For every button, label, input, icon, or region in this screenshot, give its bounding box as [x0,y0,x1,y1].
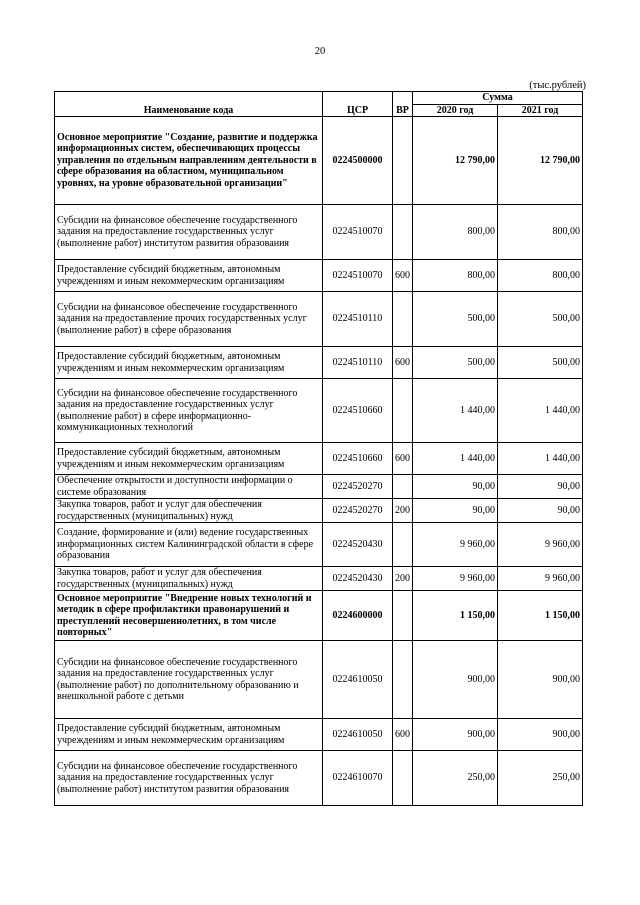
cell-csr: 0224510660 [323,379,393,443]
cell-2021: 1 440,00 [498,443,583,475]
cell-csr: 0224510110 [323,347,393,379]
cell-name: Основное мероприятие "Создание, развитие и поддержка информационных систем, обеспечивающих процессы управления по отдельным направлениям деятельности в сфере образования на областном, муниципальном уровнях, на уровне образовательной организации" [55,117,323,205]
cell-2021: 250,00 [498,751,583,806]
table-row [55,641,583,719]
cell-name: Субсидии на финансовое обеспечение государственного задания на предоставление государственных услуг (выполнение работ) по дополнительному образованию и внешкольной работе с детьми [55,641,323,719]
cell-name: Предоставление субсидий бюджетным, автономным учреждениям и иным некоммерческим организациям [55,260,323,292]
table-row [55,591,583,641]
cell-csr: 0224520270 [323,475,393,499]
cell-2020: 250,00 [413,751,498,806]
cell-vr [393,117,413,205]
units-label: (тыс.рублей) [529,80,586,91]
cell-2021: 12 790,00 [498,117,583,205]
cell-2020: 12 790,00 [413,117,498,205]
cell-vr [393,641,413,719]
table-row [55,499,583,523]
table-row [55,719,583,751]
cell-name: Субсидии на финансовое обеспечение государственного задания на предоставление государственных услуг (выполнение работ) институтом развития образования [55,205,323,260]
budget-table [54,91,583,806]
cell-2021: 9 960,00 [498,523,583,567]
cell-csr: 0224500000 [323,117,393,205]
cell-vr: 600 [393,719,413,751]
cell-csr: 0224610050 [323,641,393,719]
cell-2020: 1 150,00 [413,591,498,641]
cell-vr: 200 [393,567,413,591]
cell-csr: 0224520270 [323,499,393,523]
cell-vr [393,205,413,260]
cell-2020: 1 440,00 [413,443,498,475]
cell-2021: 9 960,00 [498,567,583,591]
table-row [55,117,583,205]
cell-csr: 0224510110 [323,292,393,347]
cell-name: Обеспечение открытости и доступности информации о системе образования [55,475,323,499]
table-body [55,117,583,806]
cell-2021: 90,00 [498,499,583,523]
cell-2021: 1 150,00 [498,591,583,641]
cell-vr: 600 [393,260,413,292]
cell-2021: 900,00 [498,641,583,719]
cell-2021: 800,00 [498,260,583,292]
cell-2020: 800,00 [413,205,498,260]
cell-name: Субсидии на финансовое обеспечение государственного задания на предоставление прочих государственных услуг (выполнение работ) в сфере образования [55,292,323,347]
cell-name: Закупка товаров, работ и услуг для обеспечения государственных (муниципальных) нужд [55,499,323,523]
cell-name: Субсидии на финансовое обеспечение государственного задания на предоставление государственных услуг (выполнение работ) в сфере информационно-коммуникационных технологий [55,379,323,443]
header-vr: ВР [393,92,413,117]
cell-2020: 800,00 [413,260,498,292]
cell-csr: 0224610050 [323,719,393,751]
cell-csr: 0224510070 [323,205,393,260]
cell-vr [393,292,413,347]
page-number: 20 [314,46,326,57]
table-row [55,379,583,443]
header-csr: ЦСР [323,92,393,117]
cell-2020: 9 960,00 [413,567,498,591]
cell-2021: 500,00 [498,347,583,379]
cell-2020: 500,00 [413,347,498,379]
cell-vr [393,379,413,443]
cell-2020: 500,00 [413,292,498,347]
cell-vr: 600 [393,347,413,379]
header-year-2021: 2021 год [498,104,583,117]
table-row [55,347,583,379]
cell-csr: 0224610070 [323,751,393,806]
table-row [55,443,583,475]
table-row [55,475,583,499]
cell-vr [393,591,413,641]
cell-name: Создание, формирование и (или) ведение государственных информационных систем Калининградской области в сфере образования [55,523,323,567]
cell-name: Субсидии на финансовое обеспечение государственного задания на предоставление государственных услуг (выполнение работ) институтом развития образования [55,751,323,806]
table-row [55,751,583,806]
cell-csr: 0224600000 [323,591,393,641]
cell-2020: 900,00 [413,719,498,751]
cell-2020: 900,00 [413,641,498,719]
cell-2020: 90,00 [413,499,498,523]
cell-csr: 0224520430 [323,567,393,591]
cell-vr: 600 [393,443,413,475]
cell-name: Предоставление субсидий бюджетным, автономным учреждениям и иным некоммерческим организациям [55,347,323,379]
cell-csr: 0224510660 [323,443,393,475]
header-year-2020: 2020 год [413,104,498,117]
cell-vr: 200 [393,499,413,523]
cell-2020: 1 440,00 [413,379,498,443]
table-row [55,205,583,260]
cell-2021: 800,00 [498,205,583,260]
table-row [55,260,583,292]
cell-vr [393,751,413,806]
cell-2021: 90,00 [498,475,583,499]
cell-csr: 0224510070 [323,260,393,292]
header-sum: Сумма [413,92,583,105]
header-name: Наименование кода [55,92,323,117]
cell-name: Закупка товаров, работ и услуг для обеспечения государственных (муниципальных) нужд [55,567,323,591]
cell-2020: 9 960,00 [413,523,498,567]
cell-name: Основное мероприятие "Внедрение новых технологий и методик в сфере профилактики правонарушений и преступлений несовершеннолетних, в том числе повторных" [55,591,323,641]
cell-2020: 90,00 [413,475,498,499]
table-row [55,292,583,347]
table-row [55,567,583,591]
cell-2021: 500,00 [498,292,583,347]
cell-vr [393,523,413,567]
table-header [55,92,583,117]
cell-vr [393,475,413,499]
cell-2021: 1 440,00 [498,379,583,443]
table-row [55,523,583,567]
cell-name: Предоставление субсидий бюджетным, автономным учреждениям и иным некоммерческим организациям [55,719,323,751]
cell-name: Предоставление субсидий бюджетным, автономным учреждениям и иным некоммерческим организациям [55,443,323,475]
cell-csr: 0224520430 [323,523,393,567]
cell-2021: 900,00 [498,719,583,751]
